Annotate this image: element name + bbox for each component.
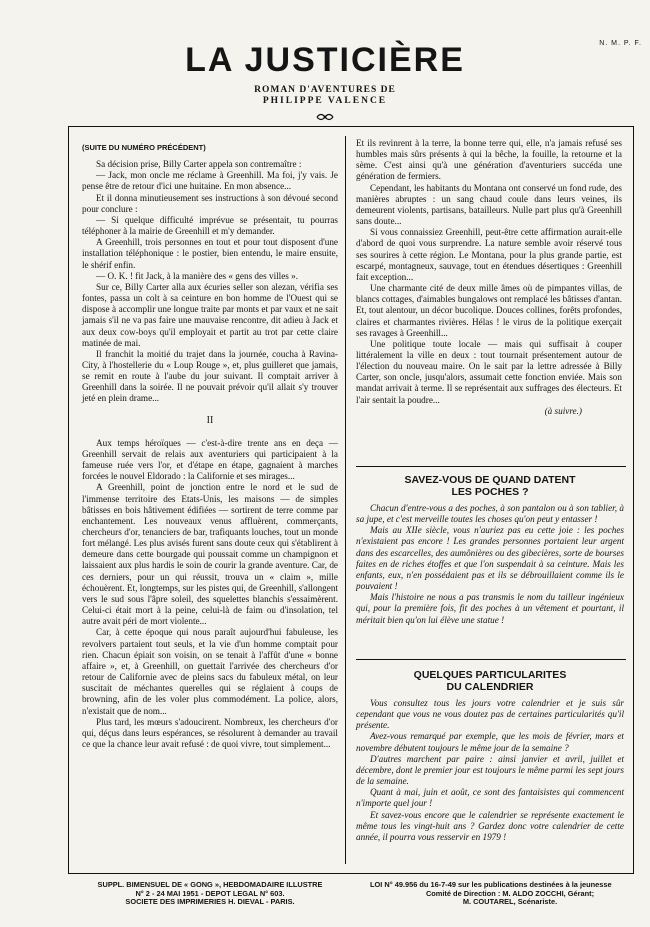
paragraph: Une politique toute locale — mais qui suffisait à couper littéralement la ville en deux : tout tournait présentement autour de l'élection du nouveau maire. On le sait par la lettre adressée à Billy Carter, son oncle, jusqu'alors, assumait cette fonction enviée. Mais son mandat arrivait à terme. Il se représentait aux suffrages des électeurs. Et l'air sentait la poudre...	[356, 338, 622, 405]
corner-mark: N. M. P. F.	[599, 40, 642, 47]
paragraph: Sa décision prise, Billy Carter appela son contremaître :	[96, 159, 302, 170]
story-column-right	[356, 138, 622, 417]
paragraph: Et savez-vous encore que le calendrier se représente exactement le même tous les vingt-huit ans ? Gardez donc votre calendrier de cette année, il pourra vous resservir en 1979 !	[356, 809, 624, 842]
paragraph: — Jack, mon oncle me réclame à Greenhill. Ma foi, j'y vais. Je pense être de retour d'ici une huitaine. En mon absence...	[82, 170, 338, 192]
ornament-icon	[316, 111, 334, 123]
paragraph: Avez-vous remarqué par exemple, que les mois de février, mars et novembre débutent toujours le même jour de la semaine ?	[356, 731, 624, 753]
paragraph: Car, à cette époque qui nous paraît aujourd'hui fabuleuse, les revolvers partaient tout seuls, et la vie d'un homme comptait pour rien. Chacun épiait son voisin, on se tenait à l'affût d'une « bonne affaire », et, à Greenhill, on guettait l'arrivée des chercheurs d'or retour de Californie avec de pleins sacs du fabuleux métal, on leur suscitait de méchantes querelles qui se réglaient à coups de browning, afin de les voler plus commodément. La police, alors, n'existait que de nom...	[82, 627, 338, 716]
paragraph: A Greenhill, trois personnes en tout et pour tout disposent d'une installation téléphonique : le postier, bien entendu, le maire ensuite, le shérif enfin.	[82, 237, 338, 270]
paragraph: Et il donna minutieusement ses instructions à son dévoué second pour conclure :	[82, 192, 338, 214]
paragraph: A Greenhill, point de jonction entre le nord et le sud de l'immense territoire des Etats-Unis, les maisons — de simples bâtisses en bois hâtivement édifiées — sortirent de terre comme par enchantement. Les nouveaux venus affluèrent, commerçants, chercheurs d'or, tenanciers de bar, trafiquants louches, tout un monde fort mélangé. Les plus avisés furent sans doute ceux qui s'établirent à demeure dans cette bourgade qui poussait comme un champignon et laissaient aux plus hardis le soin de courir la grande aventure. Car, de ces derniers, pour un qui réussit, trouva un « claim », mille échouèrent. Et, longtemps, sur les pistes qui, de Greenhill, s'allongent vers le sud sous l'âpre soleil, des squelettes blanchis s'essaimèrent. Celui-ci était mort à la peine, celui-là de faim ou d'insolation, tel autre avait péri de mort violente...	[82, 482, 338, 627]
paragraph: Cependant, les habitants du Montana ont conservé un fond rude, des manières abruptes : un sang chaud coule dans leurs veines, ils demeurent violents, partisans, batailleurs. Nulle part plus qu'à Greenhill sans doute...	[356, 182, 622, 227]
paragraph: Chacun d'entre-vous a des poches, à son pantalon ou à son tablier, à sa jupe, et c'est merveille toutes les choses qu'on peut y entasser !	[356, 503, 624, 525]
column-divider	[345, 136, 346, 864]
continued-label: (SUITE DU NUMÉRO PRÉCÉDENT)	[82, 143, 206, 152]
paragraph: — Si quelque difficulté imprévue se présentait, tu pourras téléphoner à la mairie de Greenhill et m'y demander.	[82, 214, 338, 237]
pockets-article	[356, 474, 624, 626]
page-title: LA JUSTICIÈRE	[185, 41, 465, 79]
subtitle-author: PHILIPPE VALENCE	[262, 96, 388, 106]
paragraph: Plus tard, les mœurs s'adoucirent. Nombreux, les chercheurs d'or qui, déçus dans leurs espérances, se résolurent à demander au travail ce que la chance leur avait refusé : de quoi vivre, tout simplement...	[82, 716, 338, 749]
paragraph: Aux temps héroïques — c'est-à-dire trente ans en deça — Greenhill servait de relais aux aventuriers qui participaient à la fameuse ruée vers l'or, et d'étape en étape, gagnaient à marches forcées le nouvel Eldorado : la Californie et ses mirages...	[82, 437, 338, 482]
calendar-title: QUELQUES PARTICULARITES DU CALENDRIER	[413, 669, 567, 693]
pockets-title: SAVEZ-VOUS DE QUAND DATENT LES POCHES ?	[404, 474, 576, 498]
paragraph: Mais l'histoire ne nous a pas transmis le nom du tailleur ingénieux qui, pour la première fois, fit des poches à un vêtement et pourtant, il méritait bien qu'on lui élève une statue !	[356, 592, 624, 625]
footer-legal: LOI N° 49.956 du 16-7-49 sur les publications destinées à la jeunesse Comité de Direction : M. ALDO ZOCCHI, Gérant; M. COUTAREL, Scénariste.	[370, 880, 612, 907]
paragraph: — O. K. ! fit Jack, à la manière des « gens des villes ».	[96, 270, 299, 281]
paragraph: Si vous connaissiez Greenhill, peut-être cette affirmation aurait-elle d'abord de quoi vous surprendre. La nature semble avoir réservé tous ses sourires à cette région. Le Montana, pour la plus grande partie, est escarpé, montagneux, sauvage, tout en étendues désertiques : Greenhill fait exception...	[356, 227, 622, 282]
footer-publisher: SUPPL. BIMENSUEL DE « GONG », HEBDOMADAIRE ILLUSTRE N° 2 - 24 MAI 1951 - DEPOT LEGAL N° 603. SOCIETE DES IMPRIMERIES H. DIEVAL - PARIS.	[97, 880, 323, 907]
paragraph: D'autres marchent par paire : ainsi janvier et avril, juillet et décembre, dont le premier jour est toujours le même parmi les sept jours de la semaine.	[356, 753, 624, 787]
paragraph: Mais au XIIe siècle, vous n'auriez pas eu cette joie : les poches n'existaient pas encore ! Les grandes personnes portaient leur argent dans des escarcelles, des aumônières ou des gibecières, sorte de bourses faites en de riches étoffes et que l'on suspendait à sa ceinture. Mais les enfants, eux, n'en possédaient pas et ils se débrouillaient comme ils le pouvaient !	[356, 525, 624, 592]
paragraph: Et ils revinrent à la terre, la bonne terre qui, elle, n'a jamais refusé ses humbles mais sûrs présents à qui la bêche, la fouille, la retourne et la sème. C'est ainsi qu'à une génération d'aventuriers succéda une génération de fermiers.	[356, 138, 622, 182]
to-be-continued: (à suivre.)	[544, 405, 582, 416]
paragraph: Sur ce, Billy Carter alla aux écuries seller son alezan, vérifia ses fontes, passa un colt à sa ceinture en bon homme de l'Ouest qui se dispose à accomplir une longue traite par monts et par vaux et ne sait jamais s'il ne va pas faire une mauvaise rencontre, dit adieu à Jack et aux deux cow-boys qu'il employait et partit au trot par cette claire matinée de mai.	[82, 281, 338, 348]
subtitle-genre: ROMAN D'AVENTURES DE	[254, 85, 396, 95]
story-column-left	[82, 138, 338, 750]
section-divider	[356, 466, 626, 467]
chapter-numeral: II	[206, 414, 214, 426]
paragraph: Vous consultez tous les jours votre calendrier et je suis sûr cependant que vous ne vous doutez pas de certaines particularités qu'il présente.	[356, 698, 624, 731]
calendar-article	[356, 669, 624, 843]
paragraph: Il franchit la moitié du trajet dans la journée, coucha à Ravina-City, à l'hostellerie du « Loup Rouge », et, plus guilleret que jamais, se remit en route à l'aube du jour suivant. Il comptait arriver à Greenhill dans la soirée. Il ne pouvait prévoir qu'il allait s'y trouver jeté en plein drame...	[82, 348, 338, 404]
paragraph: Quant à mai, juin et août, ce sont des fantaisistes qui commencent n'importe quel jour !	[356, 787, 624, 809]
paragraph: Une charmante cité de deux mille âmes où de pimpantes villas, de blancs cottages, d'aimables bungalows ont remplacé les bâtisses d'antan. Et, tout alentour, un décor bucolique. Douces collines, forêts profondes, claires et charmantes rivières. Hélas ! le virus de la politique exerçait ses ravages à Greenhill...	[356, 283, 622, 338]
section-divider	[356, 659, 626, 660]
